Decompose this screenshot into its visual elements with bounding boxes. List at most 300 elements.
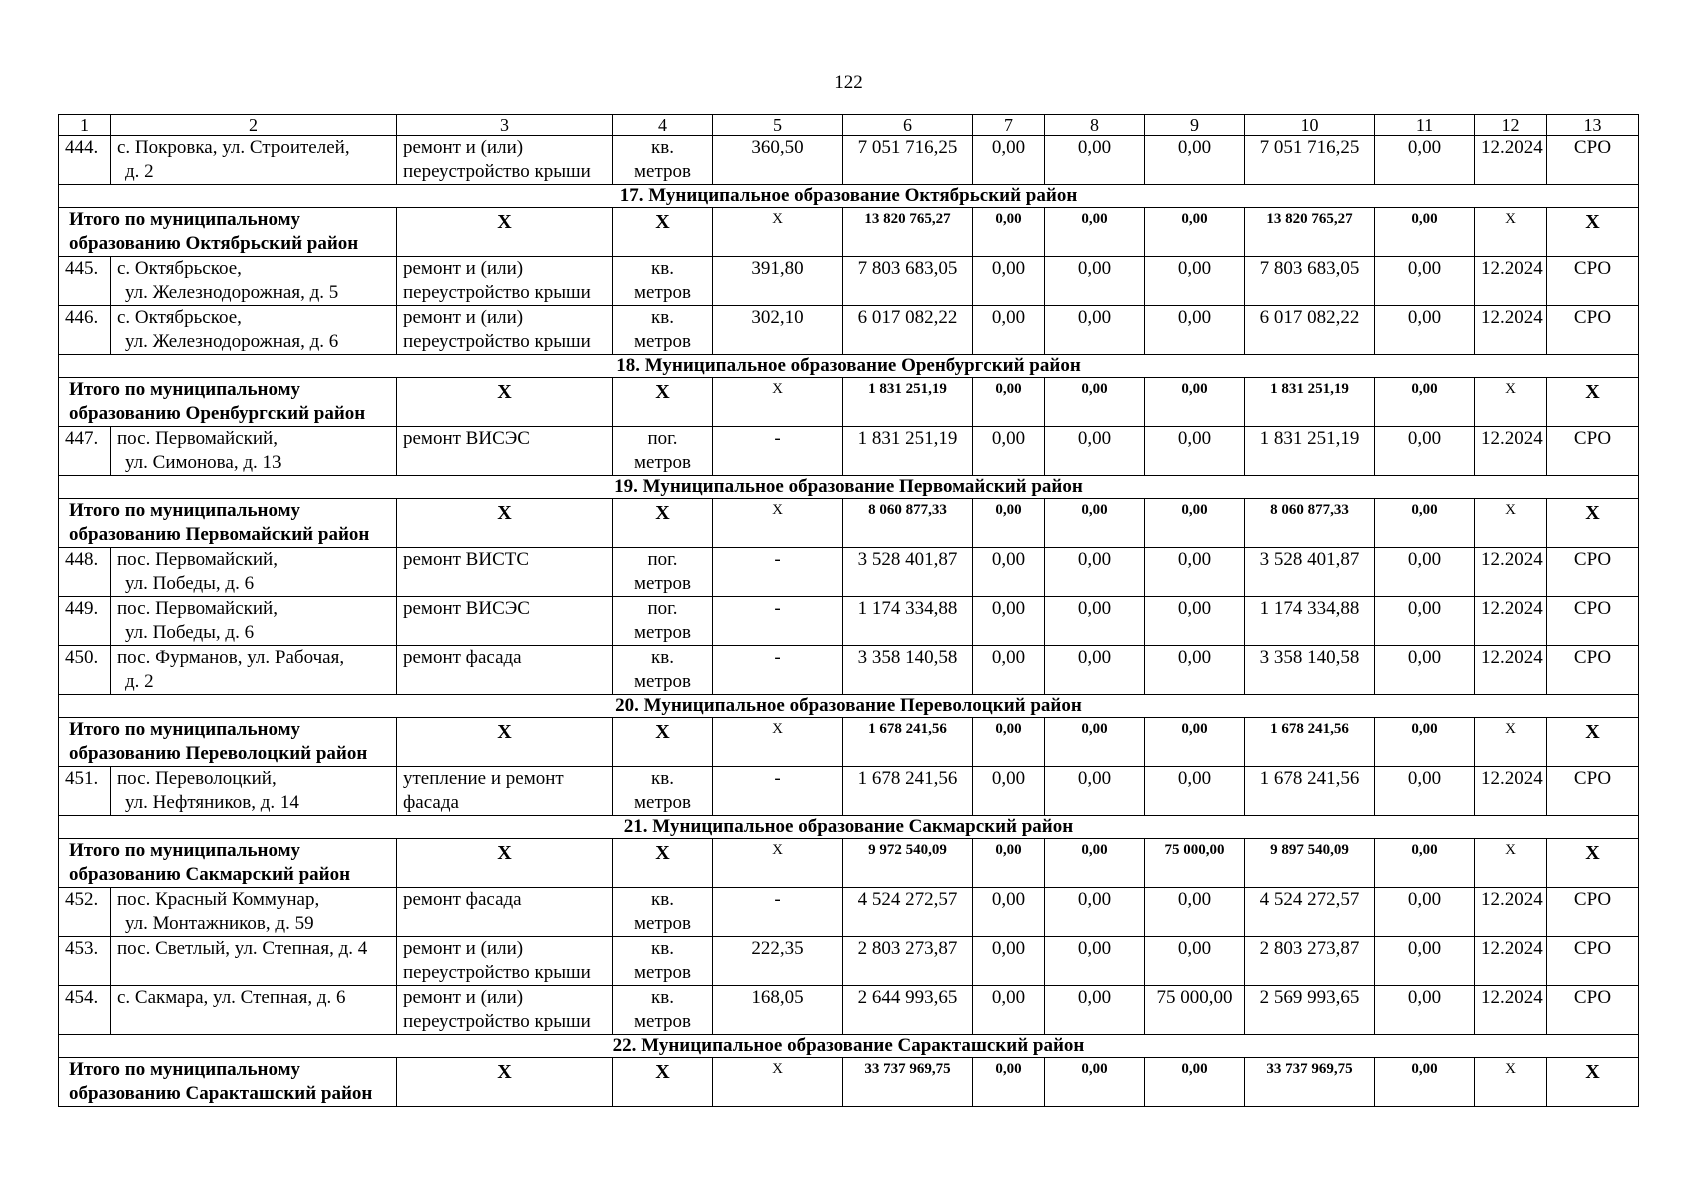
cell-line: пос. Фурманов, ул. Рабочая, [117, 647, 345, 668]
total-cost-cell: 33 737 969,75 [843, 1058, 973, 1107]
row-number: 445. [59, 257, 111, 306]
col7-cell: 0,00 [973, 548, 1045, 597]
header-cell: 2 [111, 115, 397, 136]
table-row [59, 646, 1639, 695]
col9-cell: 0,00 [1145, 306, 1245, 355]
cell-line: метров [634, 962, 691, 983]
area-cell: 391,80 [713, 257, 843, 306]
col10-cell: 1 831 251,19 [1245, 427, 1375, 476]
address-cell [111, 597, 397, 646]
col7-cell: 0,00 [973, 718, 1045, 767]
col10-cell: 3 358 140,58 [1245, 646, 1375, 695]
col11-cell: 0,00 [1375, 427, 1475, 476]
organization-cell: СРО [1547, 597, 1639, 646]
col9-cell: 75 000,00 [1145, 986, 1245, 1035]
work-type-cell: Х [397, 1058, 613, 1107]
organization-cell: СРО [1547, 986, 1639, 1035]
cell-line: ремонт фасада [403, 647, 522, 668]
organization-cell: СРО [1547, 427, 1639, 476]
total-cost-cell: 1 174 334,88 [843, 597, 973, 646]
cell-line: метров [634, 452, 691, 473]
col7-cell: 0,00 [973, 1058, 1045, 1107]
deadline-cell: 12.2024 [1475, 986, 1547, 1035]
total-cost-cell: 8 060 877,33 [843, 499, 973, 548]
col11-cell: 0,00 [1375, 306, 1475, 355]
col9-cell: 0,00 [1145, 257, 1245, 306]
organization-cell: СРО [1547, 306, 1639, 355]
col10-cell: 33 737 969,75 [1245, 1058, 1375, 1107]
deadline-cell: Х [1475, 1058, 1547, 1107]
col8-cell: 0,00 [1045, 208, 1145, 257]
area-cell: - [713, 548, 843, 597]
cell-line: метров [634, 1011, 691, 1032]
col10-cell: 7 803 683,05 [1245, 257, 1375, 306]
header-cell: 9 [1145, 115, 1245, 136]
cell-line: утепление и ремонт [403, 768, 564, 789]
total-cost-cell: 13 820 765,27 [843, 208, 973, 257]
cell-line: переустройство крыши [403, 282, 591, 303]
row-number: 446. [59, 306, 111, 355]
col10-cell: 1 678 241,56 [1245, 718, 1375, 767]
cell-line: ремонт ВИСТС [403, 549, 530, 570]
col11-cell: 0,00 [1375, 767, 1475, 816]
repair-registry-table [58, 114, 1639, 1107]
table-row [59, 136, 1639, 185]
work-type-cell: Х [397, 378, 613, 427]
col11-cell: 0,00 [1375, 646, 1475, 695]
col11-cell: 0,00 [1375, 1058, 1475, 1107]
table-row [59, 306, 1639, 355]
organization-cell: СРО [1547, 548, 1639, 597]
subtotal-row [59, 1058, 1639, 1107]
col11-cell: 0,00 [1375, 597, 1475, 646]
cell-line: пос. Светлый, ул. Степная, д. 4 [117, 938, 368, 959]
col8-cell: 0,00 [1045, 1058, 1145, 1107]
address-cell [111, 986, 397, 1035]
organization-cell: СРО [1547, 136, 1639, 185]
cell-line: Итого по муниципальному [69, 840, 301, 861]
cell-line: образованию Сакмарский район [69, 864, 351, 885]
cell-line: образованию Октябрьский район [69, 233, 359, 254]
section-header-row [59, 1035, 1639, 1058]
row-number: 444. [59, 136, 111, 185]
col7-cell: 0,00 [973, 767, 1045, 816]
address-cell [111, 548, 397, 597]
cell-line: образованию Саракташский район [69, 1083, 373, 1104]
table-row [59, 548, 1639, 597]
cell-line: кв. [651, 938, 674, 959]
section-header-row [59, 476, 1639, 499]
col9-cell: 0,00 [1145, 499, 1245, 548]
col10-cell: 3 528 401,87 [1245, 548, 1375, 597]
unit-cell: Х [613, 378, 713, 427]
organization-cell: Х [1547, 1058, 1639, 1107]
organization-cell: СРО [1547, 937, 1639, 986]
header-cell: 6 [843, 115, 973, 136]
organization-cell: Х [1547, 839, 1639, 888]
cell-line: переустройство крыши [403, 1011, 591, 1032]
cell-line: Итого по муниципальному [69, 379, 301, 400]
area-cell: Х [713, 499, 843, 548]
unit-cell [613, 257, 713, 306]
total-cost-cell: 2 803 273,87 [843, 937, 973, 986]
area-cell: - [713, 646, 843, 695]
col10-cell: 1 831 251,19 [1245, 378, 1375, 427]
cell-line: образованию Оренбургский район [69, 403, 366, 424]
cell-line: пос. Первомайский, [117, 549, 278, 570]
subtotal-row [59, 839, 1639, 888]
col8-cell: 0,00 [1045, 499, 1145, 548]
cell-line: метров [634, 792, 691, 813]
cell-line: кв. [651, 889, 674, 910]
area-cell: - [713, 597, 843, 646]
col10-cell: 2 569 993,65 [1245, 986, 1375, 1035]
col7-cell: 0,00 [973, 306, 1045, 355]
col8-cell: 0,00 [1045, 427, 1145, 476]
row-number: 451. [59, 767, 111, 816]
deadline-cell: Х [1475, 718, 1547, 767]
address-cell [111, 257, 397, 306]
col8-cell: 0,00 [1045, 888, 1145, 937]
col8-cell: 0,00 [1045, 136, 1145, 185]
cell-line: ремонт и (или) [403, 307, 524, 328]
table-row [59, 597, 1639, 646]
cell-line: с. Октябрьское, [117, 307, 242, 328]
col9-cell: 0,00 [1145, 888, 1245, 937]
cell-line: д. 2 [125, 161, 154, 182]
col10-cell: 1 174 334,88 [1245, 597, 1375, 646]
unit-cell [613, 937, 713, 986]
col10-cell: 13 820 765,27 [1245, 208, 1375, 257]
area-cell: 168,05 [713, 986, 843, 1035]
col10-cell: 9 897 540,09 [1245, 839, 1375, 888]
work-type-cell [397, 888, 613, 937]
cell-line: д. 2 [125, 671, 154, 692]
deadline-cell: 12.2024 [1475, 937, 1547, 986]
cell-line: ремонт и (или) [403, 938, 524, 959]
table-row [59, 937, 1639, 986]
deadline-cell: 12.2024 [1475, 306, 1547, 355]
col8-cell: 0,00 [1045, 937, 1145, 986]
cell-line: Итого по муниципальному [69, 719, 301, 740]
cell-line: образованию Первомайский район [69, 524, 370, 545]
total-cost-cell: 3 528 401,87 [843, 548, 973, 597]
col9-cell: 0,00 [1145, 548, 1245, 597]
table-row [59, 427, 1639, 476]
unit-cell [613, 597, 713, 646]
col10-cell: 7 051 716,25 [1245, 136, 1375, 185]
work-type-cell [397, 257, 613, 306]
cell-line: образованию Переволоцкий район [69, 743, 368, 764]
organization-cell: СРО [1547, 767, 1639, 816]
col10-cell: 2 803 273,87 [1245, 937, 1375, 986]
col9-cell: 0,00 [1145, 937, 1245, 986]
area-cell: Х [713, 1058, 843, 1107]
header-cell: 11 [1375, 115, 1475, 136]
cell-line: ул. Железнодорожная, д. 6 [125, 331, 339, 352]
cell-line: переустройство крыши [403, 331, 591, 352]
cell-line: с. Октябрьское, [117, 258, 242, 279]
organization-cell: СРО [1547, 257, 1639, 306]
col11-cell: 0,00 [1375, 136, 1475, 185]
page-number: 122 [834, 72, 863, 93]
deadline-cell: 12.2024 [1475, 427, 1547, 476]
organization-cell: Х [1547, 499, 1639, 548]
address-cell [111, 767, 397, 816]
work-type-cell [397, 937, 613, 986]
unit-cell: Х [613, 839, 713, 888]
cell-line: метров [634, 622, 691, 643]
row-number: 449. [59, 597, 111, 646]
col10-cell: 6 017 082,22 [1245, 306, 1375, 355]
address-cell [111, 427, 397, 476]
address-cell [111, 136, 397, 185]
area-cell: - [713, 427, 843, 476]
cell-line: ул. Победы, д. 6 [125, 573, 255, 594]
col8-cell: 0,00 [1045, 839, 1145, 888]
col7-cell: 0,00 [973, 937, 1045, 986]
cell-line: кв. [651, 258, 674, 279]
cell-line: ремонт фасада [403, 889, 522, 910]
col8-cell: 0,00 [1045, 378, 1145, 427]
cell-line: фасада [403, 792, 459, 813]
row-number: 454. [59, 986, 111, 1035]
deadline-cell: Х [1475, 839, 1547, 888]
col9-cell: 0,00 [1145, 646, 1245, 695]
col9-cell: 0,00 [1145, 718, 1245, 767]
col10-cell: 8 060 877,33 [1245, 499, 1375, 548]
col7-cell: 0,00 [973, 136, 1045, 185]
cell-line: Итого по муниципальному [69, 500, 301, 521]
col9-cell: 0,00 [1145, 767, 1245, 816]
col9-cell: 0,00 [1145, 136, 1245, 185]
organization-cell: Х [1547, 208, 1639, 257]
organization-cell: Х [1547, 718, 1639, 767]
work-type-cell [397, 986, 613, 1035]
unit-cell [613, 427, 713, 476]
table-row [59, 257, 1639, 306]
work-type-cell [397, 646, 613, 695]
col11-cell: 0,00 [1375, 986, 1475, 1035]
cell-line: Итого по муниципальному [69, 1059, 301, 1080]
work-type-cell: Х [397, 208, 613, 257]
total-cost-cell: 3 358 140,58 [843, 646, 973, 695]
cell-line: ул. Железнодорожная, д. 5 [125, 282, 339, 303]
cell-line: метров [634, 573, 691, 594]
col11-cell: 0,00 [1375, 378, 1475, 427]
cell-line: пос. Красный Коммунар, [117, 889, 320, 910]
cell-line: переустройство крыши [403, 962, 591, 983]
organization-cell: Х [1547, 378, 1639, 427]
cell-line: ремонт ВИСЭС [403, 598, 530, 619]
work-type-cell: Х [397, 839, 613, 888]
unit-cell [613, 767, 713, 816]
header-cell: 1 [59, 115, 111, 136]
deadline-cell: 12.2024 [1475, 767, 1547, 816]
cell-line: метров [634, 913, 691, 934]
area-cell: 360,50 [713, 136, 843, 185]
col10-cell: 1 678 241,56 [1245, 767, 1375, 816]
col11-cell: 0,00 [1375, 839, 1475, 888]
unit-cell [613, 306, 713, 355]
cell-line: пос. Первомайский, [117, 598, 278, 619]
header-cell: 13 [1547, 115, 1639, 136]
unit-cell: Х [613, 718, 713, 767]
total-cost-cell: 1 831 251,19 [843, 427, 973, 476]
area-cell: - [713, 888, 843, 937]
col8-cell: 0,00 [1045, 257, 1145, 306]
organization-cell: СРО [1547, 646, 1639, 695]
col7-cell: 0,00 [973, 378, 1045, 427]
subtotal-label [59, 718, 397, 767]
col7-cell: 0,00 [973, 839, 1045, 888]
total-cost-cell: 1 678 241,56 [843, 767, 973, 816]
column-number-header-row [59, 115, 1639, 136]
row-number: 452. [59, 888, 111, 937]
section-header-row [59, 695, 1639, 718]
col11-cell: 0,00 [1375, 548, 1475, 597]
deadline-cell: Х [1475, 499, 1547, 548]
work-type-cell: Х [397, 718, 613, 767]
col8-cell: 0,00 [1045, 646, 1145, 695]
col11-cell: 0,00 [1375, 718, 1475, 767]
unit-cell: Х [613, 499, 713, 548]
col9-cell: 0,00 [1145, 1058, 1245, 1107]
cell-line: с. Сакмара, ул. Степная, д. 6 [117, 987, 346, 1008]
address-cell [111, 888, 397, 937]
cell-line: кв. [651, 768, 674, 789]
col8-cell: 0,00 [1045, 718, 1145, 767]
col11-cell: 0,00 [1375, 499, 1475, 548]
row-number: 450. [59, 646, 111, 695]
cell-line: пос. Первомайский, [117, 428, 278, 449]
table-row [59, 986, 1639, 1035]
col8-cell: 0,00 [1045, 597, 1145, 646]
header-cell: 4 [613, 115, 713, 136]
table-row [59, 767, 1639, 816]
section-title: 17. Муниципальное образование Октябрьский район [59, 185, 1639, 208]
col11-cell: 0,00 [1375, 257, 1475, 306]
row-number: 447. [59, 427, 111, 476]
section-title: 22. Муниципальное образование Саракташский район [59, 1035, 1639, 1058]
cell-line: ремонт и (или) [403, 137, 524, 158]
work-type-cell [397, 306, 613, 355]
cell-line: пос. Переволоцкий, [117, 768, 277, 789]
section-title: 18. Муниципальное образование Оренбургский район [59, 355, 1639, 378]
work-type-cell [397, 548, 613, 597]
header-cell: 8 [1045, 115, 1145, 136]
address-cell [111, 306, 397, 355]
work-type-cell [397, 767, 613, 816]
area-cell: Х [713, 378, 843, 427]
col11-cell: 0,00 [1375, 208, 1475, 257]
deadline-cell: Х [1475, 208, 1547, 257]
work-type-cell: Х [397, 499, 613, 548]
total-cost-cell: 7 803 683,05 [843, 257, 973, 306]
col9-cell: 0,00 [1145, 208, 1245, 257]
unit-cell: Х [613, 208, 713, 257]
section-header-row [59, 185, 1639, 208]
col11-cell: 0,00 [1375, 937, 1475, 986]
deadline-cell: 12.2024 [1475, 888, 1547, 937]
total-cost-cell: 4 524 272,57 [843, 888, 973, 937]
col7-cell: 0,00 [973, 646, 1045, 695]
area-cell: Х [713, 718, 843, 767]
total-cost-cell: 6 017 082,22 [843, 306, 973, 355]
header-cell: 10 [1245, 115, 1375, 136]
total-cost-cell: 7 051 716,25 [843, 136, 973, 185]
cell-line: ул. Нефтяников, д. 14 [125, 792, 299, 813]
address-cell [111, 937, 397, 986]
col9-cell: 75 000,00 [1145, 839, 1245, 888]
work-type-cell [397, 136, 613, 185]
address-cell [111, 646, 397, 695]
col8-cell: 0,00 [1045, 306, 1145, 355]
col7-cell: 0,00 [973, 499, 1045, 548]
unit-cell [613, 646, 713, 695]
area-cell: - [713, 767, 843, 816]
col11-cell: 0,00 [1375, 888, 1475, 937]
col7-cell: 0,00 [973, 208, 1045, 257]
cell-line: ремонт и (или) [403, 987, 524, 1008]
cell-line: кв. [651, 307, 674, 328]
subtotal-label [59, 839, 397, 888]
cell-line: метров [634, 282, 691, 303]
col7-cell: 0,00 [973, 986, 1045, 1035]
deadline-cell: 12.2024 [1475, 597, 1547, 646]
unit-cell [613, 548, 713, 597]
total-cost-cell: 2 644 993,65 [843, 986, 973, 1035]
row-number: 448. [59, 548, 111, 597]
deadline-cell: 12.2024 [1475, 646, 1547, 695]
cell-line: переустройство крыши [403, 161, 591, 182]
cell-line: метров [634, 161, 691, 182]
total-cost-cell: 9 972 540,09 [843, 839, 973, 888]
cell-line: ул. Победы, д. 6 [125, 622, 255, 643]
work-type-cell [397, 597, 613, 646]
subtotal-row [59, 378, 1639, 427]
table-row [59, 888, 1639, 937]
header-cell: 5 [713, 115, 843, 136]
table-body [59, 115, 1639, 1107]
cell-line: пог. [647, 428, 678, 449]
section-header-row [59, 816, 1639, 839]
area-cell: 302,10 [713, 306, 843, 355]
organization-cell: СРО [1547, 888, 1639, 937]
cell-line: Итого по муниципальному [69, 209, 301, 230]
section-header-row [59, 355, 1639, 378]
cell-line: кв. [651, 647, 674, 668]
area-cell: Х [713, 208, 843, 257]
cell-line: пог. [647, 549, 678, 570]
section-title: 21. Муниципальное образование Сакмарский район [59, 816, 1639, 839]
col8-cell: 0,00 [1045, 767, 1145, 816]
deadline-cell: Х [1475, 378, 1547, 427]
cell-line: пог. [647, 598, 678, 619]
cell-line: метров [634, 671, 691, 692]
work-type-cell [397, 427, 613, 476]
col9-cell: 0,00 [1145, 378, 1245, 427]
header-cell: 12 [1475, 115, 1547, 136]
cell-line: ул. Симонова, д. 13 [125, 452, 282, 473]
unit-cell: Х [613, 1058, 713, 1107]
header-cell: 3 [397, 115, 613, 136]
subtotal-row [59, 718, 1639, 767]
col7-cell: 0,00 [973, 597, 1045, 646]
col8-cell: 0,00 [1045, 548, 1145, 597]
col10-cell: 4 524 272,57 [1245, 888, 1375, 937]
deadline-cell: 12.2024 [1475, 136, 1547, 185]
